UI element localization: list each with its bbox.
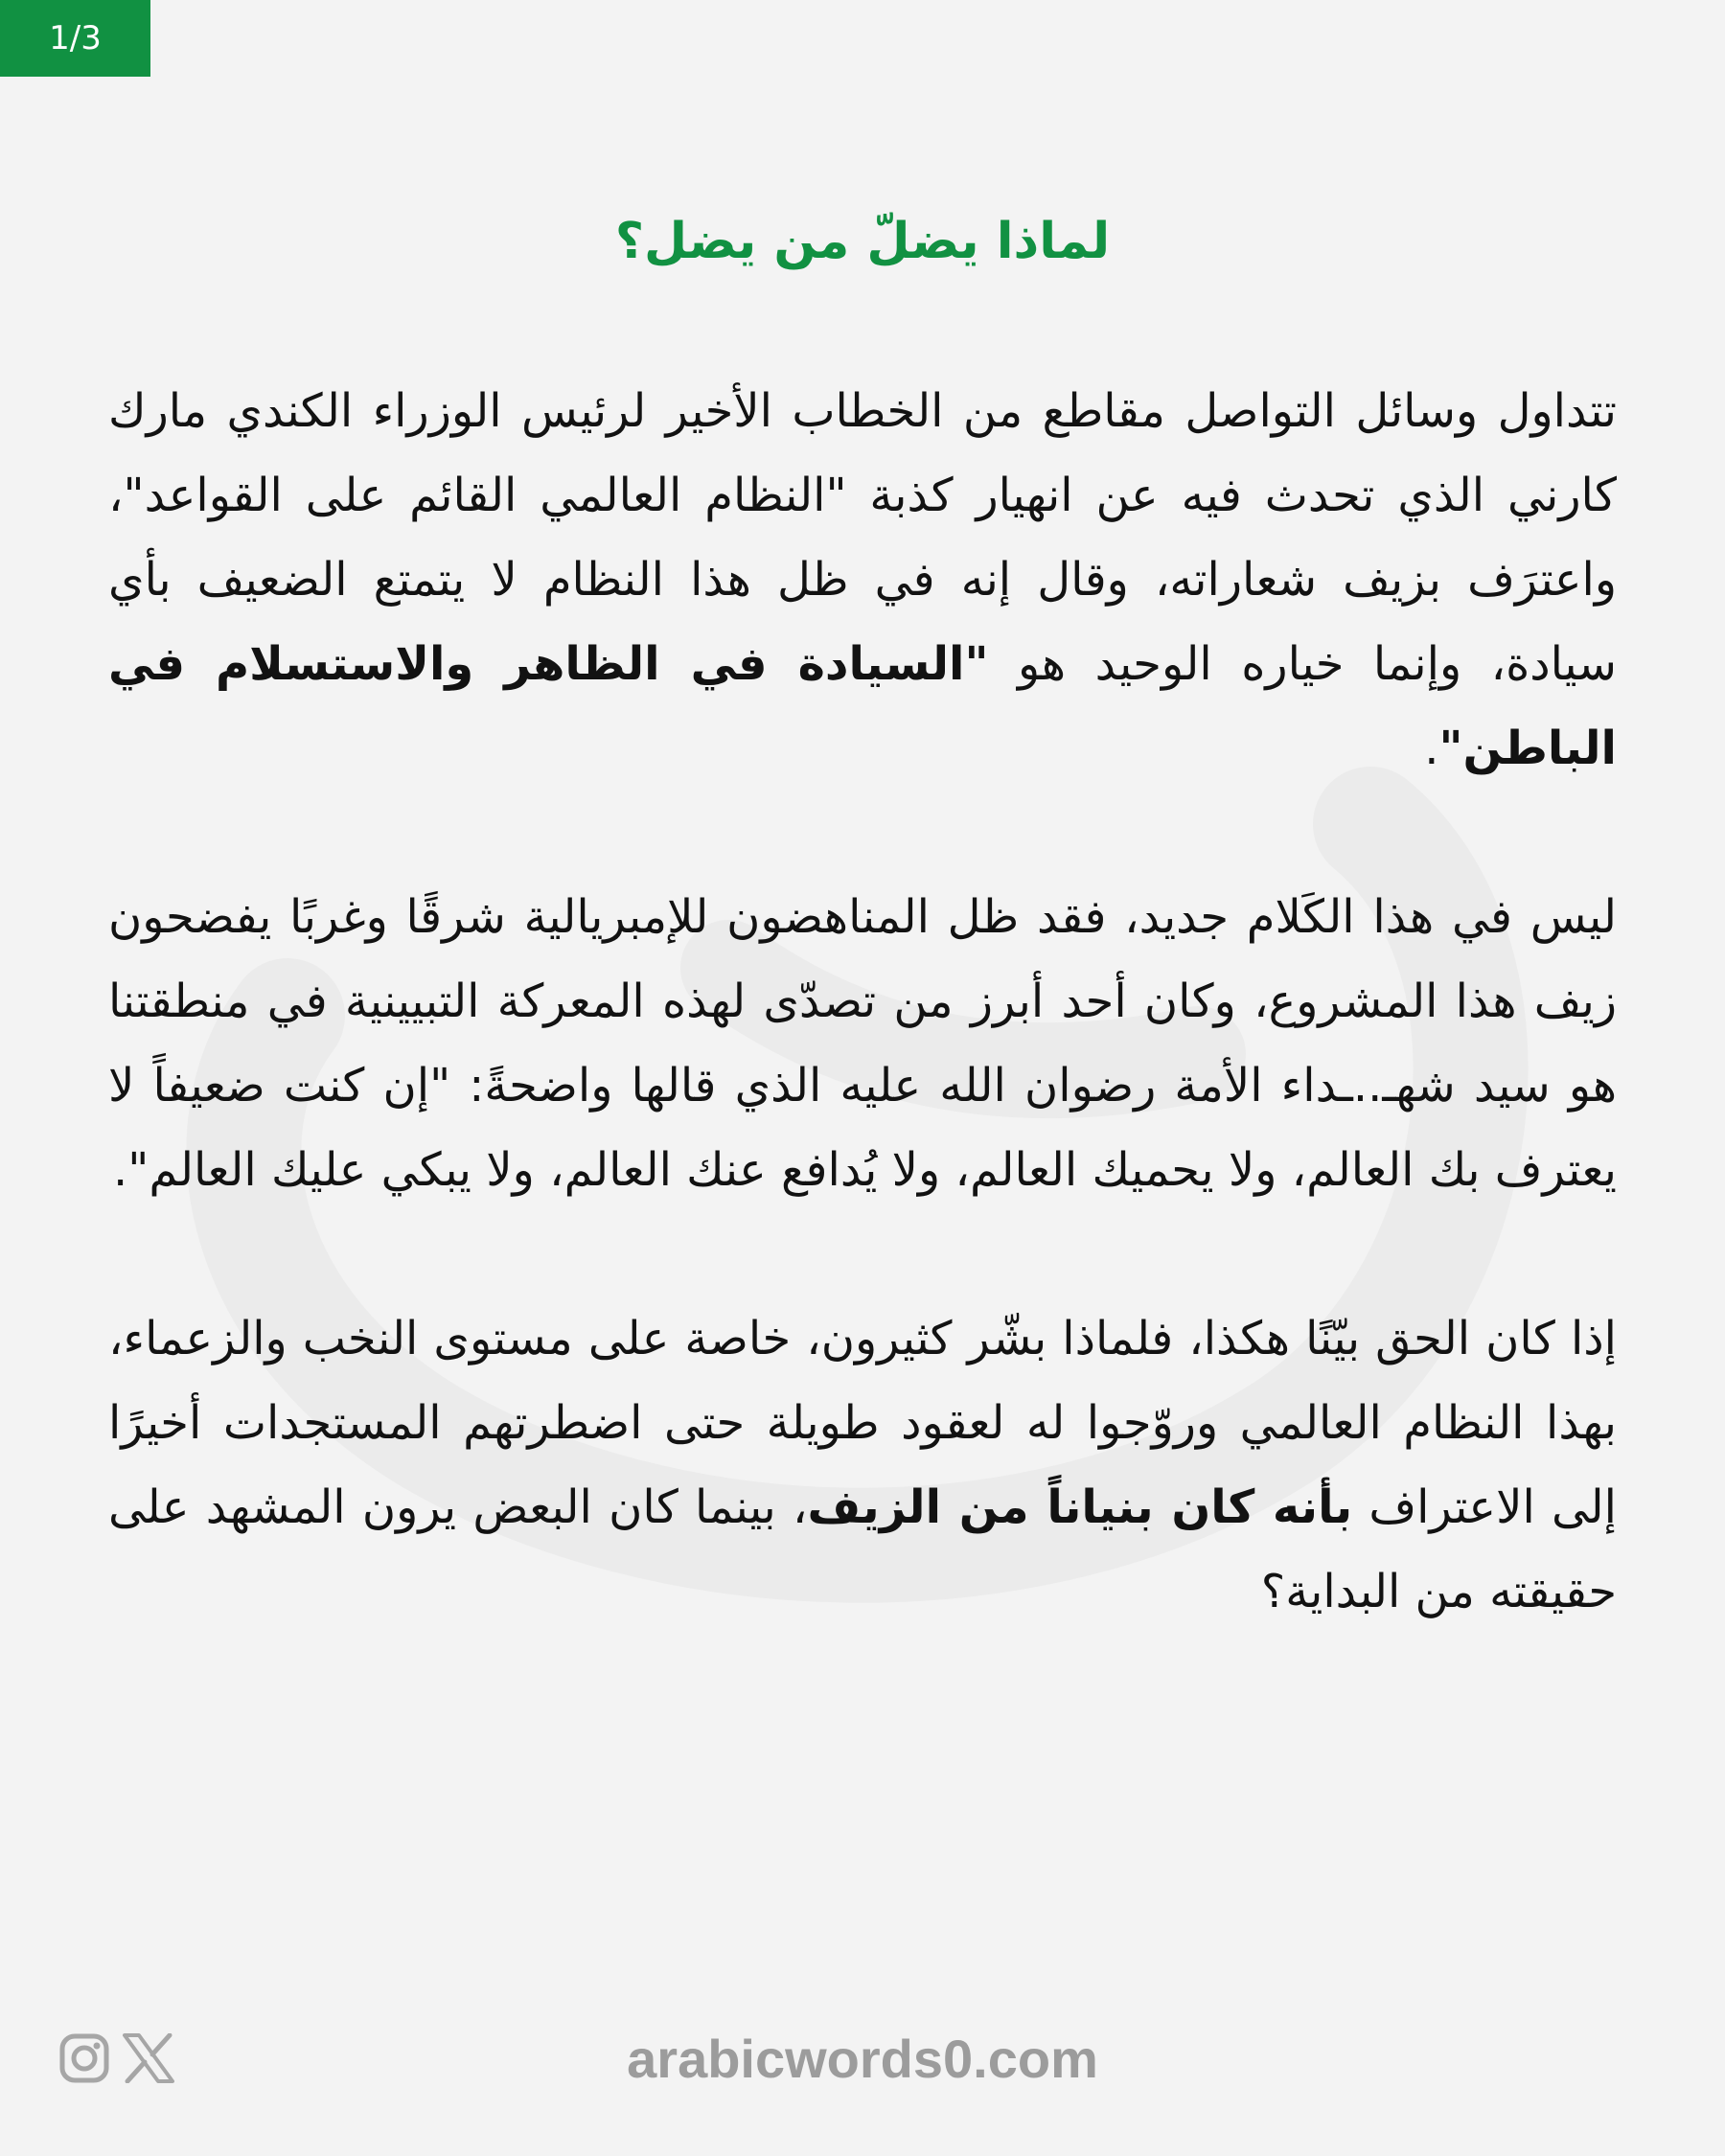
bold-phrase: بأنه كان بنياناً من الزيف	[807, 1480, 1353, 1534]
text-run: تتداول وسائل التواصل مقاطع من الخطاب الأخير لرئيس الوزراء الكندي مارك كارني الذي تحدث فيه عن انهيار كذبة "النظام العالمي القائم على القواعد"، واعترَف بزيف شعاراته، وقال إنه في ظل هذا النظام لا يتمتع الضعيف بأي سيادة، وإنما خياره الوحيد هو	[108, 384, 1617, 691]
page-counter-badge: 1/3	[0, 0, 150, 77]
paragraph	[108, 1296, 1617, 1634]
article-body	[108, 369, 1617, 1634]
paragraph	[108, 875, 1617, 1212]
text-run: .	[1424, 722, 1439, 775]
text-run: إذا كان الحق بيّنًا هكذا، فلماذا بشّر كثيرون، خاصة على مستوى النخب والزعماء، بهذا النظام العالمي وروّجوا له لعقود طويلة حتى اضطرتهم المستجدات أخيرًا إلى الاعتراف	[108, 1312, 1618, 1534]
article-title: لماذا يضلّ من يضل؟	[614, 213, 1111, 270]
paragraph	[108, 369, 1617, 791]
website-url[interactable]: arabicwords0.com	[627, 2029, 1098, 2089]
text-run: ليس في هذا الكَلام جديد، فقد ظل المناهضون للإمبريالية شرقًا وغربًا يفضحون زيف هذا المشروع، وكان أحد أبرز من تصدّى لهذه المعركة التبيينية في منطقتنا هو سيد شهـ..ـداء الأمة رضوان الله عليه الذي قالها واضحةً: "إن كنت ضعيفاً لا يعترف بك العالم، ولا يحميك العالم، ولا يُدافع عنك العالم، ولا يبكي عليك العالم".	[108, 890, 1617, 1197]
bold-quote: "السيادة في الظاهر والاستسلام في الباطن"	[108, 637, 1617, 775]
text-run: ، بينما كان البعض يرون المشهد على حقيقته من البداية؟	[108, 1480, 1617, 1618]
